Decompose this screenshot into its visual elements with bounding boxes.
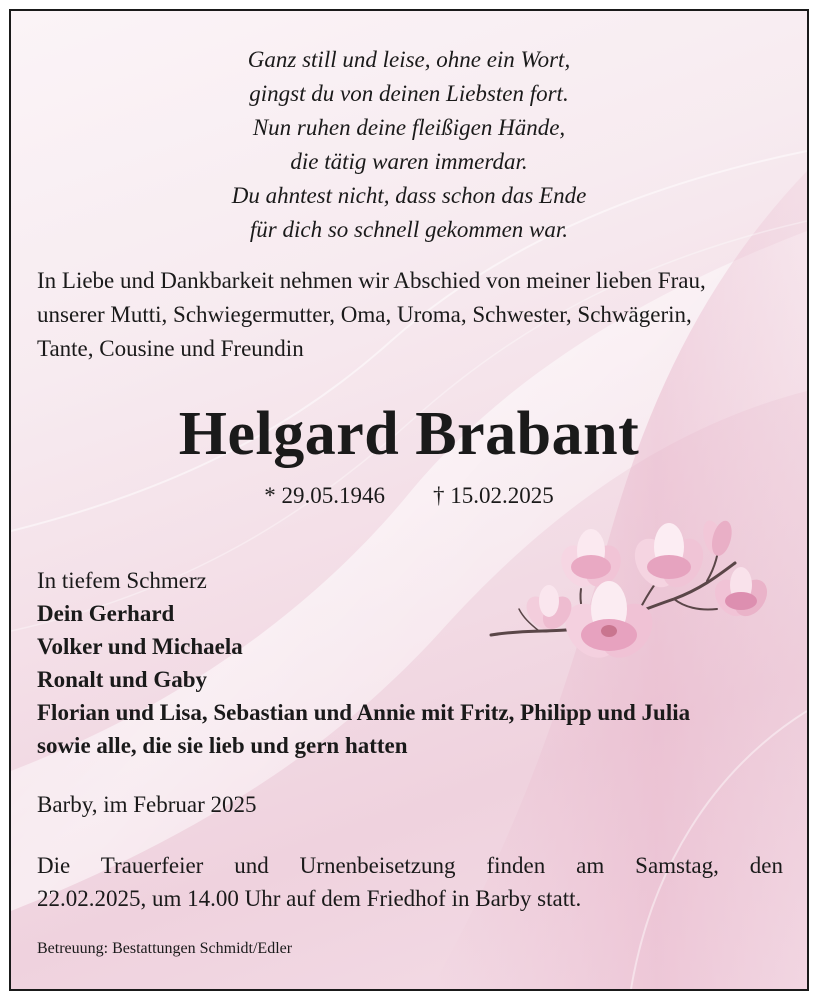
- life-dates: [11, 481, 807, 511]
- poem-line: Nun ruhen deine fleißigen Hände,: [252, 115, 566, 140]
- birth-date: * 29.05.1946: [264, 483, 385, 508]
- mourner-name: Volker und Michaela: [37, 634, 243, 659]
- mourner-name: Florian und Lisa, Sebastian und Annie mit Fritz, Philipp und Julia: [37, 700, 691, 725]
- deceased-name: Helgard Brabant: [178, 400, 640, 468]
- farewell-line: In Liebe und Dankbarkeit nehmen wir Abschied von meiner lieben Frau,: [37, 268, 706, 293]
- funeral-home-credit: Betreuung: Bestattungen Schmidt/Edler: [37, 940, 293, 957]
- poem-line: Du ahntest nicht, dass schon das Ende: [231, 183, 587, 208]
- mourners-list: [37, 564, 797, 762]
- death-date: † 15.02.2025: [433, 483, 554, 508]
- place-and-date: Barby, im Februar 2025: [37, 792, 257, 817]
- mourner-name: Ronalt und Gaby: [37, 667, 208, 692]
- obituary-frame: [9, 9, 809, 991]
- mourner-name: sowie alle, die sie lieb und gern hatten: [37, 733, 408, 758]
- poem: [11, 43, 807, 247]
- poem-line: für dich so schnell gekommen war.: [249, 217, 569, 242]
- poem-line: gingst du von deinen Liebsten fort.: [249, 81, 569, 106]
- ceremony-info: [37, 849, 783, 915]
- ceremony-line: 22.02.2025, um 14.00 Uhr auf dem Friedhof in Barby statt.: [37, 886, 582, 911]
- poem-line: die tätig waren immerdar.: [290, 149, 528, 174]
- mourner-name: Dein Gerhard: [37, 601, 175, 626]
- farewell-line: Tante, Cousine und Freundin: [37, 336, 304, 361]
- poem-line: Ganz still und leise, ohne ein Wort,: [247, 47, 571, 72]
- ceremony-line: Die Trauerfeier und Urnenbeisetzung finden am Samstag, den: [37, 853, 783, 878]
- mourners-intro: In tiefem Schmerz: [37, 568, 207, 593]
- farewell-line: unserer Mutti, Schwiegermutter, Oma, Uroma, Schwester, Schwägerin,: [37, 302, 692, 327]
- farewell-text: [37, 264, 789, 366]
